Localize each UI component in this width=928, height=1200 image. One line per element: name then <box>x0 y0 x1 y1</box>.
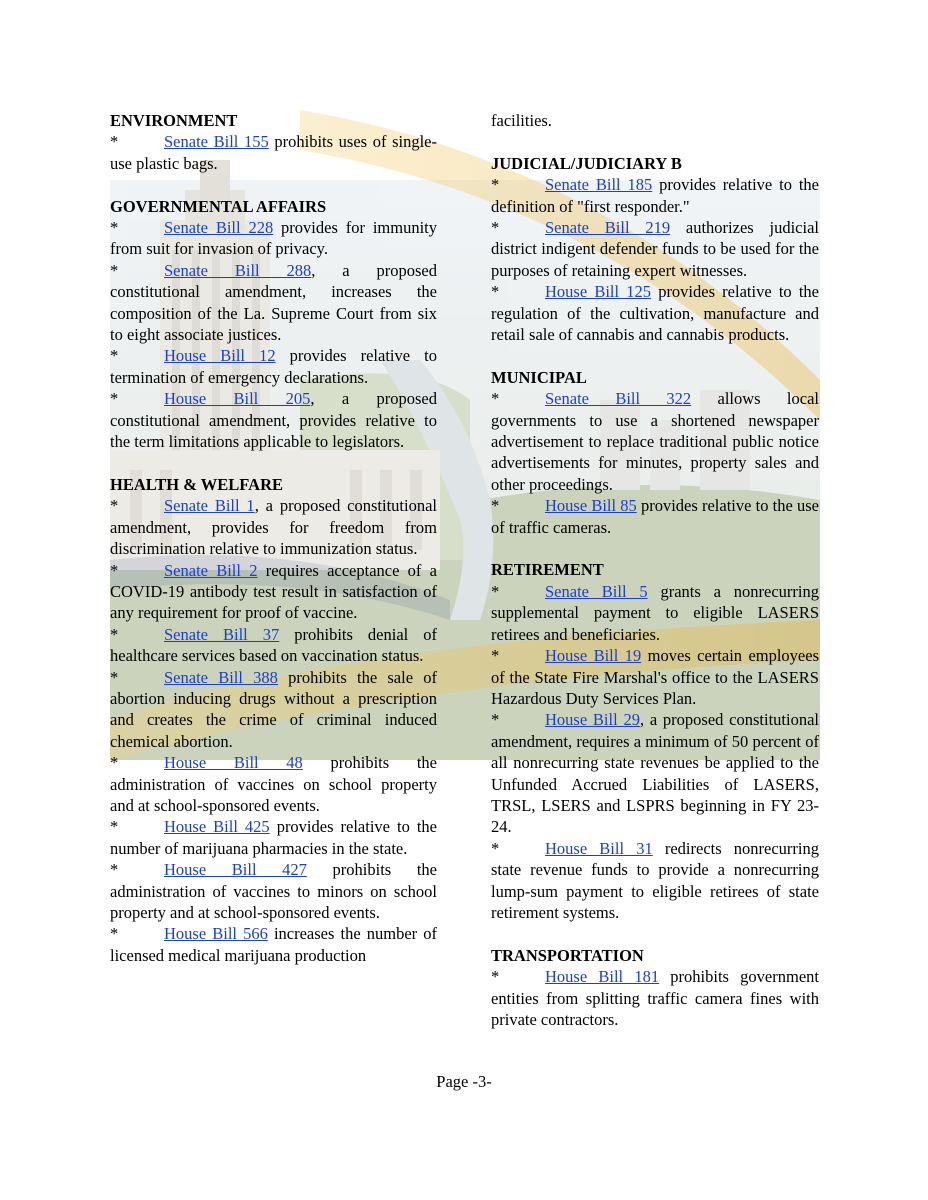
list-item <box>491 174 819 217</box>
bill-description: prohibits the sale of abortion inducing drugs without a prescription and creates the crime of criminal induced chemical abortion. <box>110 667 437 751</box>
bill-description: provides for immunity from suit for invasion of privacy. <box>110 218 437 259</box>
page-number: Page -3- <box>436 1072 492 1091</box>
section-heading: JUDICIAL/JUDICIARY B <box>491 153 682 173</box>
list-item <box>110 816 437 859</box>
section-heading: ENVIRONMENT <box>110 111 238 130</box>
list-item <box>110 923 437 966</box>
bullet: * <box>110 218 119 238</box>
bullet: * <box>491 496 500 516</box>
bill-link[interactable]: Senate Bill 5 <box>545 581 648 601</box>
bullet: * <box>110 753 119 773</box>
section-judicial <box>491 153 819 346</box>
list-item <box>110 260 437 346</box>
bill-description: provides relative to the use of traffic cameras. <box>491 496 820 537</box>
list-item <box>110 667 437 753</box>
list-item <box>110 624 437 667</box>
section-governmental-affairs <box>110 196 437 453</box>
bill-link[interactable]: House Bill 125 <box>545 282 652 302</box>
bullet: * <box>110 624 119 644</box>
section-transportation <box>491 945 819 1031</box>
bill-description: provides relative to termination of emergency declarations. <box>110 346 437 387</box>
bullet: * <box>110 860 119 880</box>
section-heading: HEALTH & WELFARE <box>110 474 283 494</box>
bill-link[interactable]: Senate Bill 288 <box>164 260 312 280</box>
bill-link[interactable]: House Bill 566 <box>164 924 268 944</box>
list-item <box>110 495 437 559</box>
bill-description: increases the number of licensed medical marijuana production <box>110 924 437 965</box>
bill-description: prohibits government entities from splitting traffic camera fines with private contractors. <box>491 967 819 1029</box>
bullet: * <box>110 496 119 516</box>
bill-link[interactable]: House Bill 85 <box>545 496 637 516</box>
bill-description: provides relative to the regulation of the cultivation, manufacture and retail sale of cannabis and cannabis products. <box>491 282 819 345</box>
bill-description: prohibits the administration of vaccines on school property and at school-sponsored events. <box>110 753 437 815</box>
list-item <box>110 752 437 816</box>
bullet: * <box>491 282 500 302</box>
bill-link[interactable]: House Bill 19 <box>545 646 642 666</box>
section-heading: RETIREMENT <box>491 560 604 580</box>
bill-description: provides relative to the definition of "first responder." <box>491 175 819 216</box>
list-item <box>110 859 437 923</box>
bill-link[interactable]: Senate Bill 388 <box>164 667 278 687</box>
bullet: * <box>491 838 500 858</box>
bill-link[interactable]: Senate Bill 228 <box>164 218 274 238</box>
bill-link[interactable]: Senate Bill 322 <box>545 389 692 409</box>
bill-description: authorizes judicial district indigent defender funds to be used for the purposes of retaining expert witnesses. <box>491 218 819 280</box>
section-heading: GOVERNMENTAL AFFAIRS <box>110 196 327 216</box>
bullet: * <box>491 218 500 238</box>
bullet: * <box>110 389 119 409</box>
list-item <box>110 131 437 174</box>
bill-link[interactable]: Senate Bill 185 <box>545 175 653 195</box>
list-item <box>491 966 819 1030</box>
bullet: * <box>491 646 500 666</box>
bullet: * <box>110 817 119 837</box>
list-item <box>491 217 819 281</box>
list-item <box>491 388 819 495</box>
section-municipal <box>491 367 819 538</box>
bill-link[interactable]: House Bill 205 <box>164 389 311 409</box>
bullet: * <box>110 346 119 366</box>
section-health-welfare <box>110 474 437 966</box>
list-item <box>491 645 819 709</box>
bill-link[interactable]: House Bill 181 <box>545 967 660 987</box>
bill-description: , a proposed constitutional amendment, provides for freedom from discrimination relative to immunization status. <box>110 496 437 559</box>
bill-description: , a proposed constitutional amendment, provides relative to the term limitations applicable to legislators. <box>110 389 437 452</box>
bill-link[interactable]: House Bill 425 <box>164 817 270 837</box>
bill-link[interactable]: House Bill 12 <box>164 346 276 366</box>
bullet: * <box>491 967 500 987</box>
bill-description: provides relative to the number of marijuana pharmacies in the state. <box>110 817 437 858</box>
bill-link[interactable]: Senate Bill 2 <box>164 560 258 580</box>
bullet: * <box>110 132 119 152</box>
continuation-text: facilities. <box>491 111 552 130</box>
bill-description: prohibits the administration of vaccines to minors on school property and at school-sponsored events. <box>110 860 437 922</box>
right-column <box>491 110 819 1030</box>
bullet: * <box>110 924 119 944</box>
bill-link[interactable]: House Bill 427 <box>164 860 307 880</box>
list-item <box>110 217 437 260</box>
bill-link[interactable]: House Bill 48 <box>164 753 303 773</box>
list-item <box>491 495 819 538</box>
section-heading: TRANSPORTATION <box>491 945 644 965</box>
bill-description: requires acceptance of a COVID-19 antibody test result in satisfaction of any requirement for proof of vaccine. <box>110 560 437 623</box>
bill-description: moves certain employees of the State Fire Marshal's office to the LASERS Hazardous Duty Services Plan. <box>491 646 820 708</box>
bill-description: prohibits uses of single-use plastic bags. <box>110 132 437 173</box>
list-item <box>491 838 819 924</box>
section-environment <box>110 110 437 174</box>
bill-link[interactable]: House Bill 31 <box>545 838 653 858</box>
bullet: * <box>491 175 500 195</box>
bill-link[interactable]: Senate Bill 155 <box>164 132 269 152</box>
bill-description: grants a nonrecurring supplemental payment to eligible LASERS retirees and beneficiaries. <box>491 581 819 644</box>
list-item <box>491 281 819 345</box>
list-item <box>110 560 437 624</box>
bill-description: allows local governments to use a shortened newspaper advertisement to replace traditional public notice advertisements for minutes, property sales and other proceedings. <box>491 389 819 494</box>
bullet: * <box>491 710 500 730</box>
bullet: * <box>110 667 119 687</box>
bullet: * <box>110 560 119 580</box>
bill-description: , a proposed constitutional amendment, requires a minimum of 50 percent of all nonrecurring state revenues be applied to the Unfunded Accrued Liabilities of LASERS, TRSL, LSERS and LSPRS beginning in FY 23-24. <box>491 710 820 837</box>
list-item <box>491 709 819 837</box>
bill-description: prohibits denial of healthcare services based on vaccination status. <box>110 624 437 666</box>
list-item <box>110 345 437 388</box>
list-item <box>491 581 819 645</box>
left-column <box>110 110 437 966</box>
section-retirement <box>491 559 819 923</box>
bill-description: redirects nonrecurring state revenue funds to provide a nonrecurring lump-sum payment to eligible retirees of state retirement systems. <box>491 838 819 922</box>
list-item <box>110 388 437 452</box>
bill-link[interactable]: Senate Bill 219 <box>545 218 671 238</box>
section-heading: MUNICIPAL <box>491 367 587 387</box>
bill-link[interactable]: House Bill 29 <box>545 710 640 730</box>
bill-link[interactable]: Senate Bill 1 <box>164 496 255 516</box>
bill-description: , a proposed constitutional amendment, increases the composition of the La. Supreme Court from six to eight associate justices. <box>110 260 437 345</box>
bullet: * <box>110 260 119 280</box>
bullet: * <box>491 389 500 409</box>
bill-link[interactable]: Senate Bill 37 <box>164 624 280 644</box>
bullet: * <box>491 581 500 601</box>
